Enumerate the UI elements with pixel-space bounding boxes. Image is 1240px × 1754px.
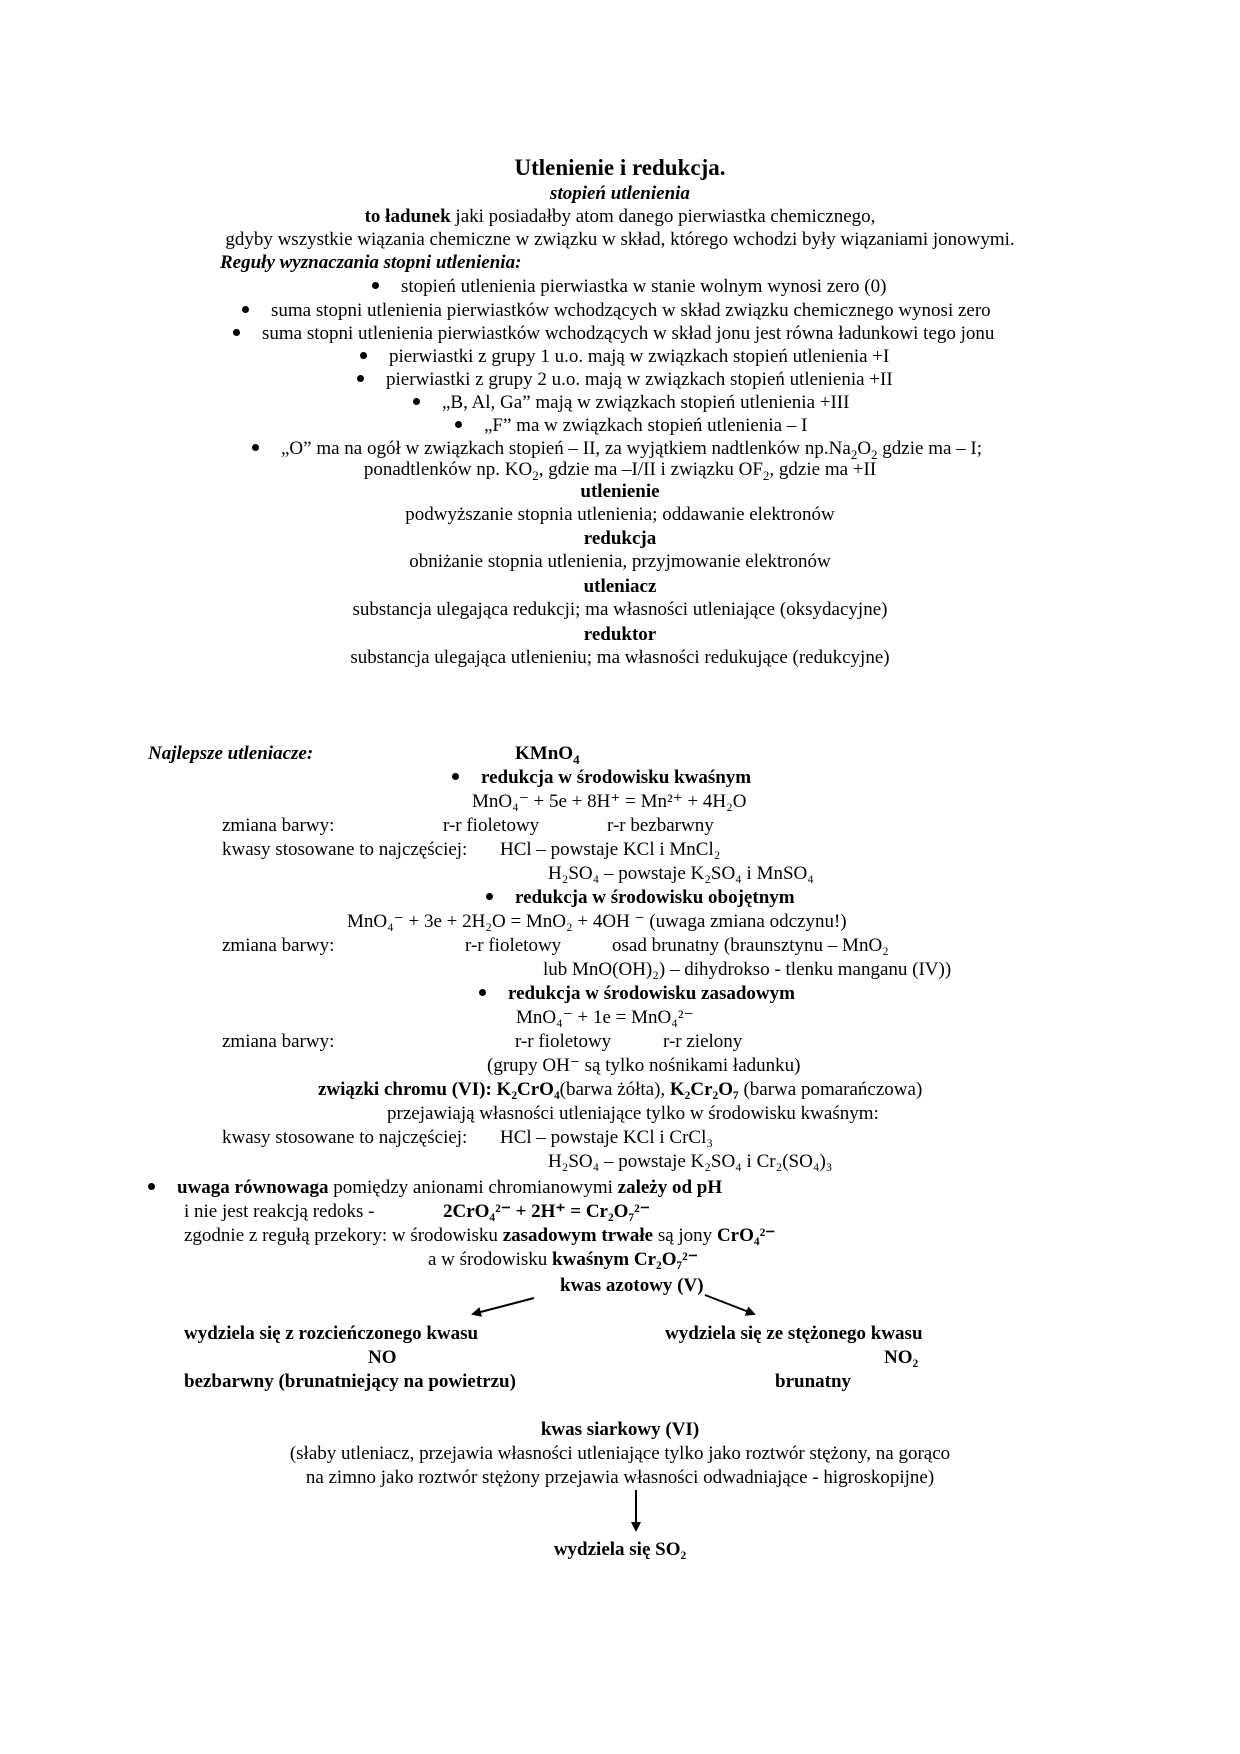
bullet-icon [357,375,364,382]
chromium-acid-hcl: HCl – powstaje KCl i CrCl₃ [500,1127,713,1148]
chromium-note: przejawiają własności utleniające tylko w środowisku kwaśnym: [387,1103,879,1124]
nitric-left-desc: bezbarwny (brunatniejący na powietrzu) [184,1371,516,1392]
rule-item: suma stopni utlenienia pierwiastków wchodzących w skład jonu jest równa ładunkowi tego jonu [233,322,994,346]
acid-color-start: r-r fioletowy [443,815,540,836]
definition-rest: jaki posiadałby atom danego pierwiastka chemicznego, [450,206,876,227]
kmno4-heading: KMnO$_4$ [515,743,580,767]
neutral-color-note: lub MnO(OH)₂) – dihydrokso - tlenku manganu (IV)) [543,959,952,980]
term-heading: redukcja [583,528,657,549]
nitric-right-title: wydziela się ze stężonego kwasu [665,1323,923,1344]
term-text: podwyższanie stopnia utlenienia; oddawanie elektronów [405,504,835,525]
sulfuric-line-2: na zimno jako roztwór stężony przejawia własności odwadniające - higroskopijne) [305,1467,935,1488]
bullet-icon [242,306,249,313]
rule-item: „B, Al, Ga” mają w związkach stopień utlenienia +III [413,391,849,415]
nitric-right-desc: brunatny [775,1371,852,1392]
neutral-heading: redukcja w środowisku obojętnym [486,886,795,910]
acid-equation: MnO₄⁻ + 5e + 8H⁺ = Mn²⁺ + 4H₂O [472,791,747,812]
basic-heading: redukcja w środowisku zasadowym [479,982,795,1006]
basic-color-end: r-r zielony [663,1031,743,1052]
bullet-icon [479,989,486,996]
color-label: zmiana barwy: [222,1031,335,1052]
rule-item: pierwiastki z grupy 1 u.o. mają w związkach stopień utlenienia +I [360,345,889,369]
arrow-right-icon [705,1295,754,1314]
rule-item: pierwiastki z grupy 2 u.o. mają w związkach stopień utlenienia +II [357,368,893,392]
term-heading: reduktor [583,624,657,645]
equilibrium-line-2: i nie jest reakcją redoks - [184,1201,375,1222]
rule-item: suma stopni utlenienia pierwiastków wchodzących w skład związku chemicznego wynosi zero [242,299,991,323]
acid-h2so4: H₂SO₄ – powstaje K₂SO₄ i MnSO₄ [548,863,814,884]
color-label: zmiana barwy: [222,815,335,836]
bullet-icon [233,329,240,336]
bullet-icon [148,1183,155,1190]
equilibrium-line-3: zgodnie z regułą przekory: w środowisku zasadowym trwałe są jony CrO₄²⁻ [184,1225,776,1246]
basic-note: (grupy OH⁻ są tylko nośnikami ładunku) [487,1055,801,1076]
subtitle: stopień utlenienia [550,183,690,204]
bullet-icon [452,773,459,780]
definition-line-1 [0,205,1240,229]
neutral-color-start: r-r fioletowy [465,935,562,956]
nitric-left-gas: NO [368,1347,397,1368]
acid-heading: redukcja w środowisku kwaśnym [452,766,751,790]
chromium-acid-h2so4: H₂SO₄ – powstaje K₂SO₄ i Cr₂(SO₄)₃ [548,1151,833,1172]
rule-item: stopień utlenienia pierwiastka w stanie wolnym wynosi zero (0) [372,275,886,299]
acid-color-end: r-r bezbarwny [607,815,714,836]
term-text: substancja ulegająca utlenieniu; ma własności redukujące (redukcyjne) [350,647,890,668]
basic-color-start: r-r fioletowy [515,1031,612,1052]
nitric-left-title: wydziela się z rozcieńczonego kwasu [184,1323,479,1344]
bullet-icon [413,398,420,405]
bullet-icon [455,421,462,428]
sulfuric-result: wydziela się SO₂ [553,1539,687,1560]
neutral-equation: MnO₄⁻ + 3e + 2H₂O = MnO₂ + 4OH ⁻ (uwaga zmiana odczynu!) [347,911,847,932]
sulfuric-line-1: (słaby utleniacz, przejawia własności utleniające tylko jako roztwór stężony, na gorąco [289,1443,951,1464]
acid-hcl: HCl – powstaje KCl i MnCl₂ [500,839,721,860]
term-heading: utlenienie [580,481,660,502]
neutral-color-end: osad brunatny (braunsztynu – MnO₂ [612,935,889,956]
bullet-icon [486,893,493,900]
bullet-icon [360,352,367,359]
term-heading: utleniacz [583,576,657,597]
chromium-heading: związki chromu (VI): K₂CrO₄(barwa żółta), K₂Cr₂O₇ (barwa pomarańczowa) [318,1079,923,1100]
acids-label: kwasy stosowane to najczęściej: [222,839,468,860]
oxidizers-label: Najlepsze utleniacze: [148,743,314,764]
term-text: substancja ulegająca redukcji; ma własności utleniające (oksydacyjne) [352,599,888,620]
equilibrium-formula: 2CrO₄²⁻ + 2H⁺ = Cr₂O₇²⁻ [443,1201,650,1222]
oxygen-rule-line-2: ponadtlenków np. $KO_2$, gdzie ma –I/II i związku $OF_2$, gdzie ma +II [363,459,877,483]
sulfuric-heading: kwas siarkowy (VI) [540,1419,700,1440]
arrow-left-icon [473,1298,534,1314]
equilibrium-line-4: a w środowisku kwaśnym Cr₂O₇²⁻ [428,1249,698,1270]
bullet-icon [252,444,259,451]
definition-line-2: gdyby wszystkie wiązania chemiczne w związku w skład, którego wchodzi były wiązaniami jonowymi. [225,229,1015,250]
definition-bold: to ładunek [364,206,451,227]
term-text: obniżanie stopnia utlenienia, przyjmowanie elektronów [409,551,831,572]
acids-label: kwasy stosowane to najczęściej: [222,1127,468,1148]
oxygen-rule-line-1: „O” ma na ogół w związkach stopień – II, za wyjątkiem nadtlenków $np.Na_2O_2$ gdzie ma – I; [252,437,982,461]
equilibrium-line-1: uwaga równowaga pomiędzy anionami chromianowymi zależy od pH [148,1176,722,1200]
nitric-right-gas: NO₂ [884,1347,919,1368]
bullet-icon [372,282,379,289]
color-label: zmiana barwy: [222,935,335,956]
nitric-heading: kwas azotowy (V) [560,1275,704,1296]
rule-item: „F” ma w związkach stopień utlenienia – I [455,414,807,438]
rules-heading: Reguły wyznaczania stopni utlenienia: [220,252,522,273]
basic-equation: MnO₄⁻ + 1e = MnO₄²⁻ [516,1007,694,1028]
page-title: Utlenienie i redukcja. [514,155,726,180]
